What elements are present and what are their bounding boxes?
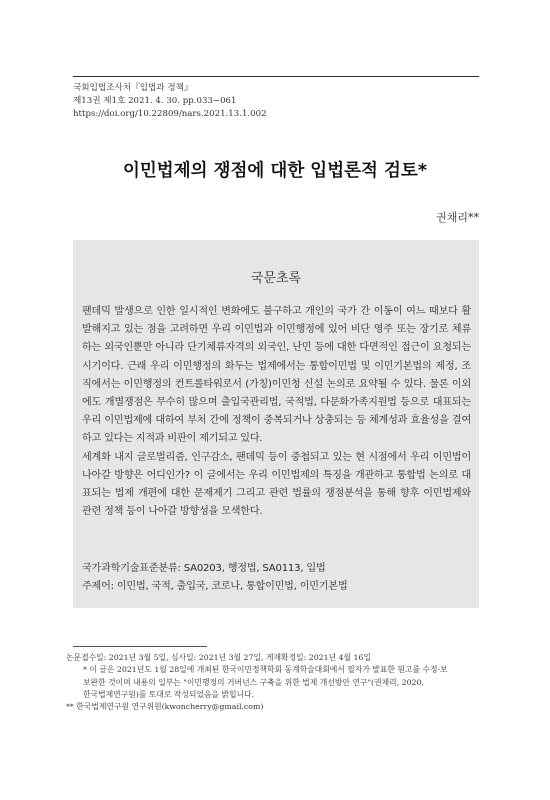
- submission-dates: 논문접수일: 2021년 3월 5일, 심사일: 2021년 3월 27일, 게재확정일: 2021년 4월 16일: [66, 653, 372, 662]
- classification: 국가과학기술표준분류: SA0203, 행정법, SA0113, 입법: [82, 563, 326, 574]
- abstract-meta: [82, 560, 471, 596]
- volume-info: 제13권 제1호 2021. 4. 30. pp.033~061: [73, 96, 237, 106]
- footnote-1-line-2: 보완한 것이며 내용의 일부는 "이민행정의 거버넌스 구축을 위한 법제 개선방안 연구"(권채리, 2020,: [83, 677, 424, 687]
- footnote-2: ** 한국법제연구원 연구위원(kwoncherry@gmail.com): [66, 702, 264, 712]
- abstract-paragraph-1: 팬데믹 발생으로 인한 일시적인 변화에도 불구하고 개인의 국가 간 이동이 여느 때보다 활발해지고 있는 점을 고려하면 우리 이민법과 이민행정에 있어 비단 영주 또는 장기로 체류하는 외국인뿐만 아니라 단기체류자격의 외국인, 난민 등에 대한 다면적인 접근이 요청되는 시기이다. 근래 우리 이민행정의 화두는 법제에서는 통합이민법 및 이민기본법의 제정, 조직에서는 이민행정의 컨트롤타워로서 (가칭)이민청 신설 논의로 요약될 수 있다. 물론 이외에도 개별쟁점은 무수히 많으며 출입국관리법, 국적법, 다문화가족지원법 등으로 대표되는 우리 이민법제에 대하여 부처 간에 정책이 중복되거나 상충되는 등 체계성과 효율성을 결여하고 있다는 지적과 비판이 제기되고 있다.: [82, 306, 471, 445]
- footnote-1-line-1: * 이 글은 2021년도 1월 28일에 개최된 한국이민정책학회 동계학술대회에서 필자가 발표한 원고를 수정·보: [83, 665, 448, 675]
- journal-header: [73, 82, 267, 121]
- author-name: 권채리**: [436, 211, 479, 224]
- abstract-heading: 국문초록: [250, 271, 302, 286]
- abstract-box: [73, 240, 479, 608]
- journal-name: 국회입법조사처『입법과 정책』: [73, 83, 193, 93]
- header-rule: [73, 76, 479, 77]
- doi-link[interactable]: https://doi.org/10.22809/nars.2021.13.1.002: [73, 109, 267, 119]
- paper-title: 이민법제의 쟁점에 대한 입법론적 검토*: [122, 161, 427, 181]
- abstract-paragraph-2: 세계화 내지 글로벌리즘, 인구감소, 팬데믹 등이 중첩되고 있는 현 시점에서 우리 이민법이 나아갈 방향은 어디인가? 이 글에서는 우리 이민법제의 특징을 개관하고 통합법 논의로 대표되는 법제 개편에 대한 문제제기 그리고 관련 법률의 쟁점분석을 통해 향후 이민법제와 관련 정책 등이 나아갈 방향성을 모색한다.: [82, 451, 471, 518]
- footnotes: [66, 652, 486, 713]
- keywords: 주제어: 이민법, 국적, 출입국, 코로나, 통합이민법, 이민기본법: [82, 581, 348, 593]
- abstract-body: [82, 303, 471, 521]
- footnote-rule: [73, 646, 207, 647]
- footnote-1-line-3: 한국법제연구원)를 토대로 작성되었음을 밝힙니다.: [83, 689, 255, 699]
